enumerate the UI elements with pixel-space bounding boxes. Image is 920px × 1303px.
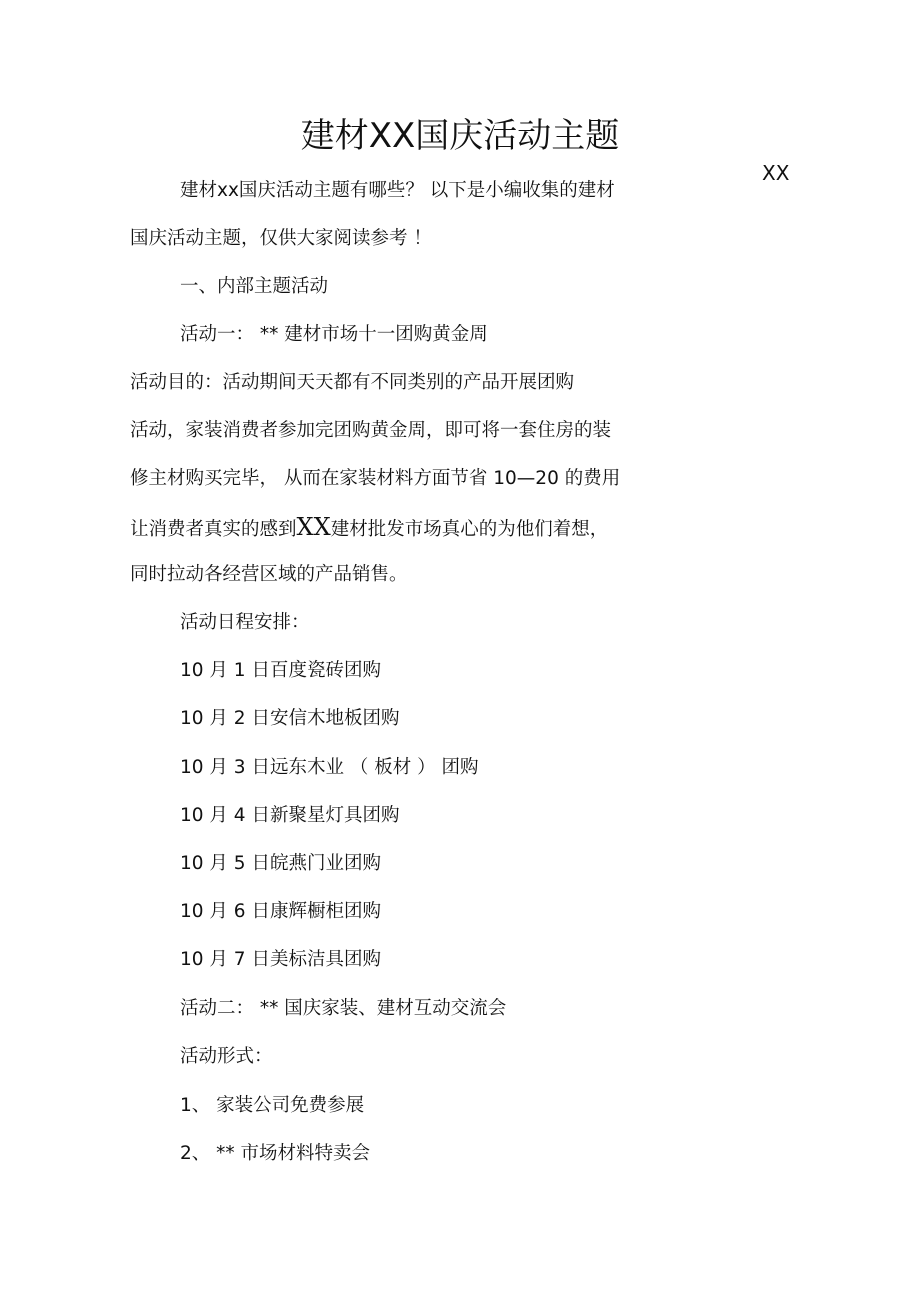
purpose-line-4-end: 建材批发市场真心的为他们着想， [330,519,609,540]
intro-line-1: 建材xx国庆活动主题有哪些？ 以下是小编收集的建材 [180,180,615,201]
intro-line-2: 国庆活动主题，仅供大家阅读参考 ！ [130,228,432,249]
activity-2-title: 活动二： ** 国庆家装、建材互动交流会 [180,998,507,1019]
schedule-item: 10 月 5 日皖燕门业团购 [180,853,381,874]
form-item: 2、 ** 市场材料特卖会 [180,1143,371,1164]
form-item: 1、 家装公司免费参展 [180,1095,365,1116]
schedule-item: 10 月 6 日康辉橱柜团购 [180,901,381,922]
purpose-line-4 [130,514,608,543]
section-heading-internal: 一、内部主题活动 [180,276,329,297]
schedule-item: 10 月 3 日远东木业 （ 板材 ） 团购 [180,757,479,778]
form-heading: 活动形式： [180,1046,273,1067]
schedule-item: 10 月 4 日新聚星灯具团购 [180,805,400,826]
purpose-line-2: 活动，家装消费者参加完团购黄金周，即可将一套住房的装 [130,420,612,441]
schedule-item: 10 月 7 日美标洁具团购 [180,949,381,970]
schedule-heading: 活动日程安排： [180,612,310,633]
schedule-item: 10 月 1 日百度瓷砖团购 [180,660,381,681]
schedule-item: 10 月 2 日安信木地板团购 [180,708,400,729]
purpose-line-4-start: 让消费者真实的感到 [130,519,297,540]
purpose-line-1: 活动目的：活动期间天天都有不同类别的产品开展团购 [130,372,575,393]
page-title: 建材XX国庆活动主题 [300,116,620,156]
brand-name: XX [296,513,331,541]
corner-mark: XX [762,161,790,185]
activity-1-title: 活动一： ** 建材市场十一团购黄金周 [180,324,488,345]
purpose-line-5: 同时拉动各经营区域的产品销售。 [130,564,408,585]
purpose-line-3: 修主材购买完毕， 从而在家装材料方面节省 10—20 的费用 [130,468,621,489]
